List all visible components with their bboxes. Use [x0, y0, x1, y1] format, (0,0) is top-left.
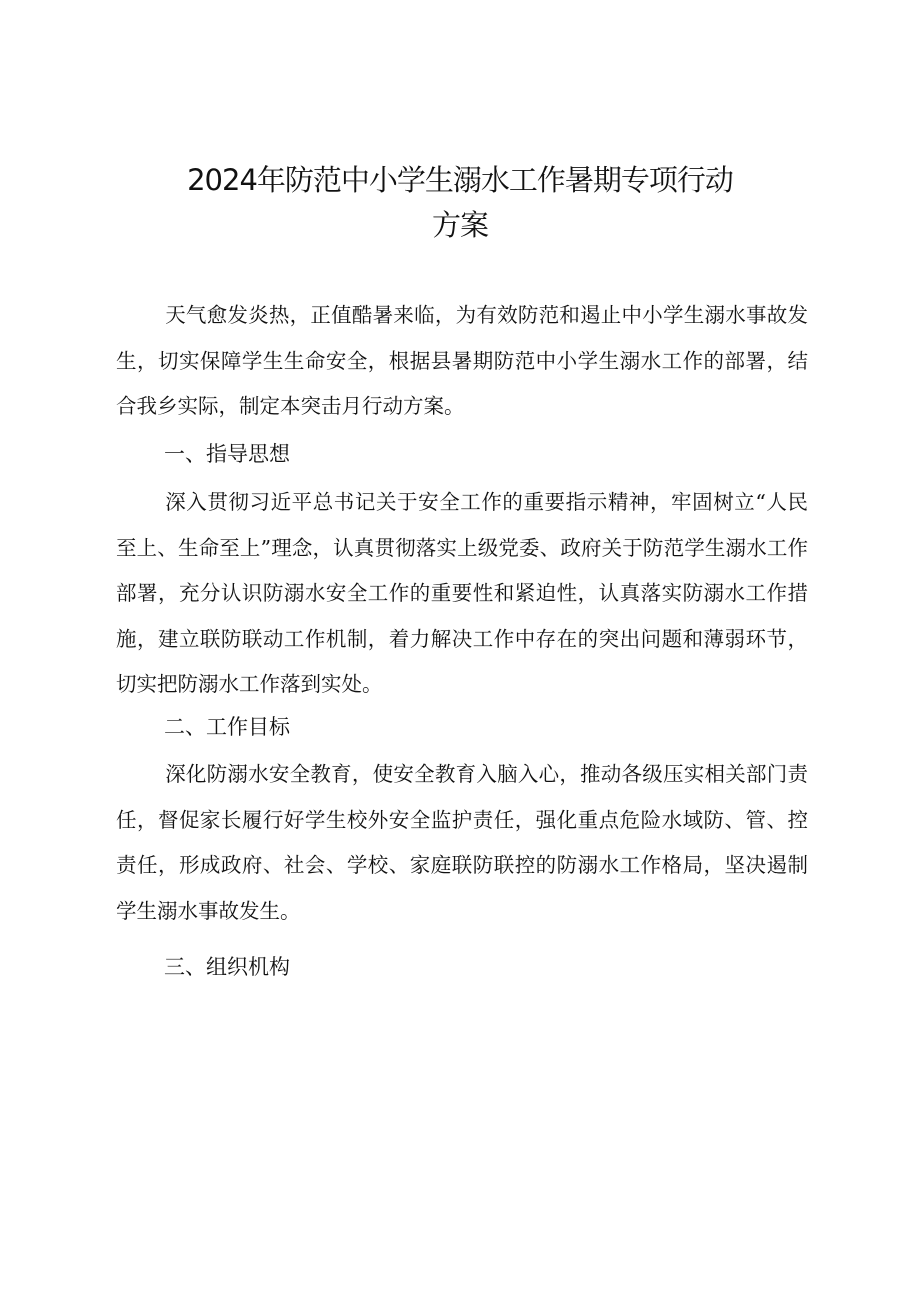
- section-heading-organization: 三、组织机构: [164, 955, 290, 979]
- intro-paragraph: 天气愈发炎热，正值酷暑来临，为有效防范和遏止中小学生溺水事故发生，切实保障学生生命安全，根据县暑期防范中小学生溺水工作的部署，结合我乡实际，制定本突击月行动方案。: [116, 303, 808, 418]
- section-heading-work-goals: 二、工作目标: [164, 715, 290, 739]
- document-title-line-1: 2024年防范中小学生溺水工作暑期专项行动: [187, 163, 733, 197]
- document-title-line-2: 方案: [431, 208, 488, 242]
- section-body-work-goals: 深化防溺水安全教育，使安全教育入脑入心，推动各级压实相关部门责任，督促家长履行好学生校外安全监护责任，强化重点危险水域防、管、控责任，形成政府、社会、学校、家庭联防联控的防溺水工作格局，坚决遏制学生溺水事故发生。: [116, 762, 808, 923]
- section-body-guiding-ideology: 深入贯彻习近平总书记关于安全工作的重要指示精神，牢固树立“人民至上、生命至上”理念，认真贯彻落实上级党委、政府关于防范学生溺水工作部署，充分认识防溺水安全工作的重要性和紧迫性，认真落实防溺水工作措施，建立联防联动工作机制，着力解决工作中存在的突出问题和薄弱环节，切实把防溺水工作落到实处。: [116, 490, 808, 696]
- section-heading-guiding-ideology: 一、指导思想: [164, 442, 290, 466]
